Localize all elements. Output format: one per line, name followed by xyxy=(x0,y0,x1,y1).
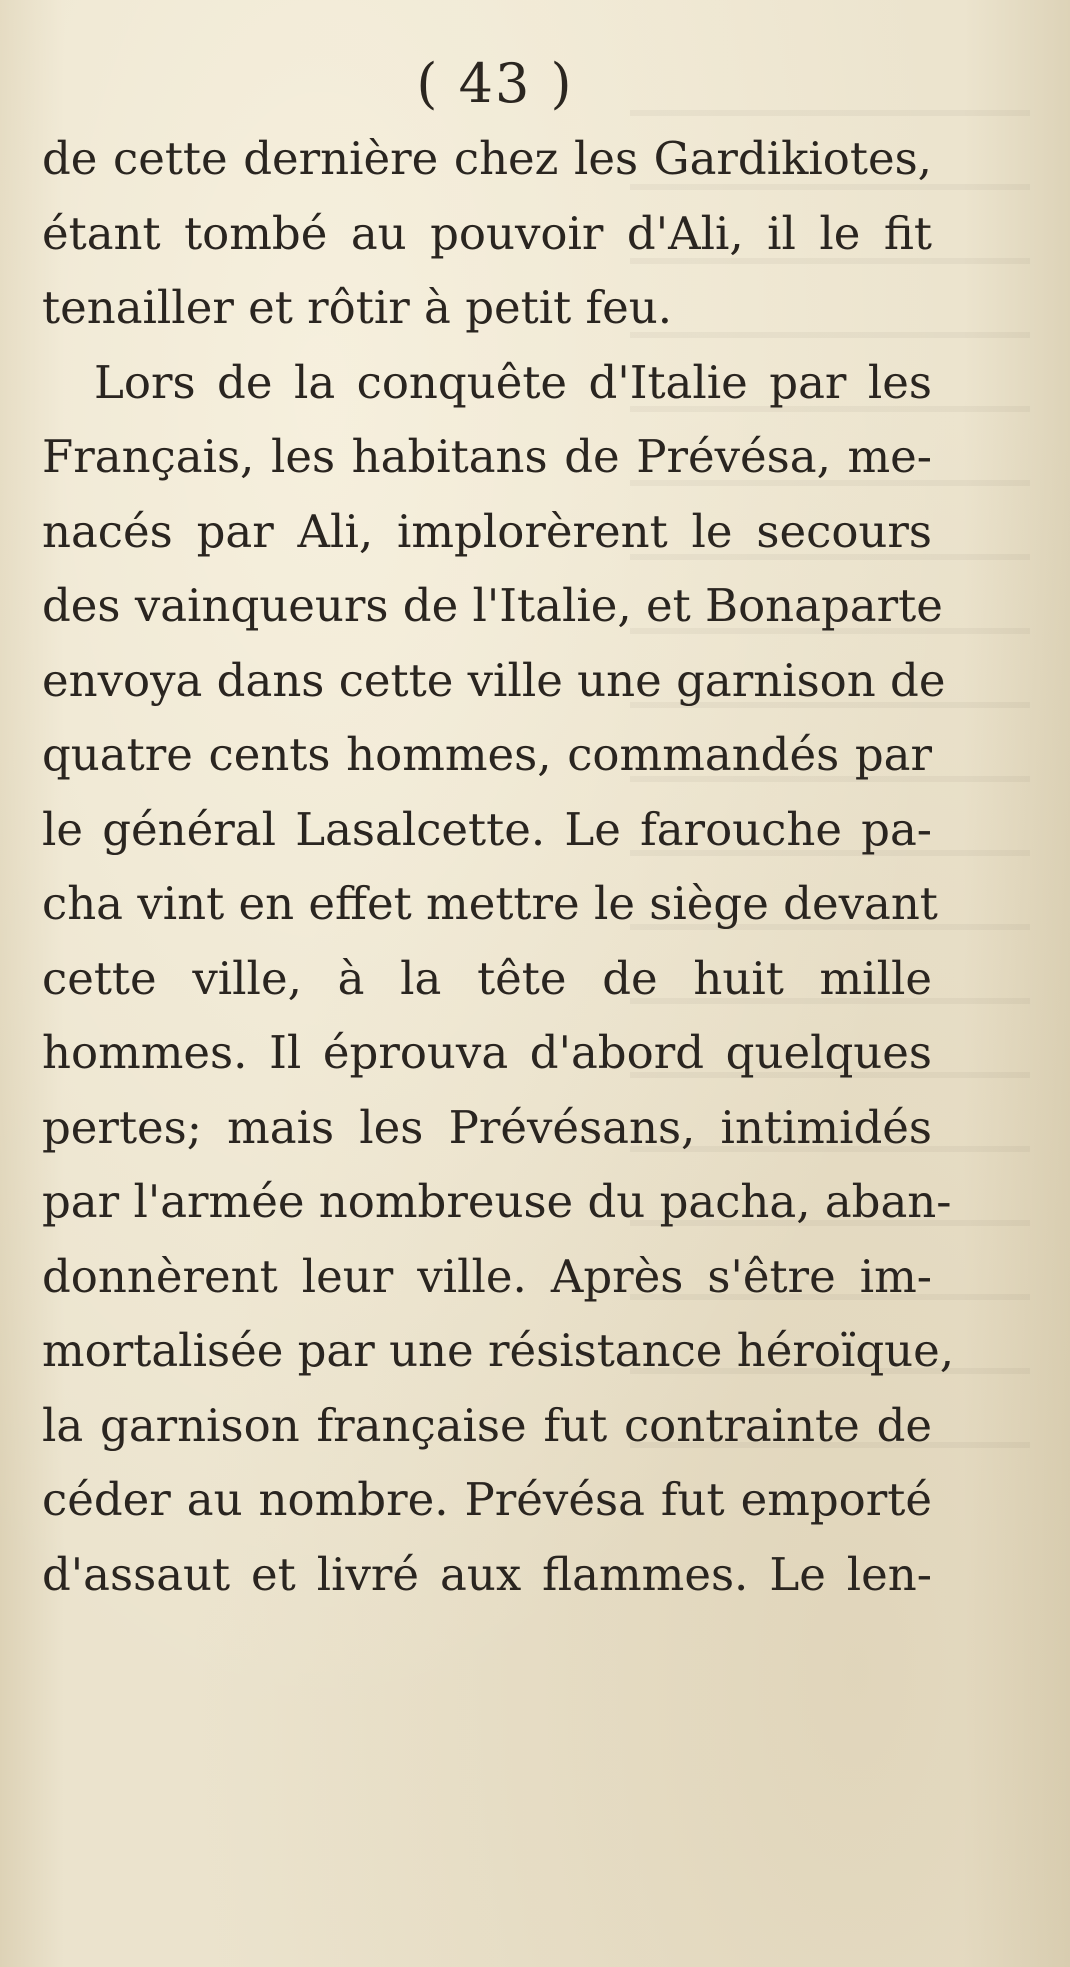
text-line: quatre cents hommes, commandés par xyxy=(42,728,932,781)
text-line: étant tombé au pouvoir d'Ali, il le fit xyxy=(42,206,932,260)
text-line: donnèrent leur ville. Après s'être im- xyxy=(42,1249,932,1303)
text-line: céder au nombre. Prévésa fut emporté xyxy=(42,1473,932,1526)
text-line: envoya dans cette ville une garnison de xyxy=(42,653,946,707)
text-line: Français, les habitans de Prévésa, me- xyxy=(42,430,932,483)
text-line: nacés par Ali, implorèrent le secours xyxy=(42,504,932,558)
text-line: d'assaut et livré aux flammes. Le len- xyxy=(42,1547,932,1601)
text-line: par l'armée nombreuse du pacha, aban- xyxy=(42,1175,952,1228)
text-line: hommes. Il éprouva d'abord quelques xyxy=(42,1026,932,1079)
text-line: cha vint en effet mettre le siège devant xyxy=(42,877,938,930)
body-text xyxy=(42,122,955,1612)
text-line: cette ville, à la tête de huit mille xyxy=(42,951,932,1005)
text-line: le général Lasalcette. Le farouche pa- xyxy=(42,802,932,856)
text-line: mortalisée par une résistance héroïque, xyxy=(42,1324,955,1377)
text-line: pertes; mais les Prévésans, intimidés xyxy=(42,1100,932,1154)
paragraph-start-line: Lors de la conquête d'Italie par les xyxy=(94,355,932,409)
text-line: de cette dernière chez les Gardikiotes, xyxy=(42,132,932,185)
text-line: des vainqueurs de l'Italie, et Bonaparte xyxy=(42,579,943,632)
text-line: tenailler et rôtir à petit feu. xyxy=(42,281,673,334)
page-number: ( 43 ) xyxy=(416,52,574,115)
text-line: la garnison française fut contrainte de xyxy=(42,1398,932,1452)
